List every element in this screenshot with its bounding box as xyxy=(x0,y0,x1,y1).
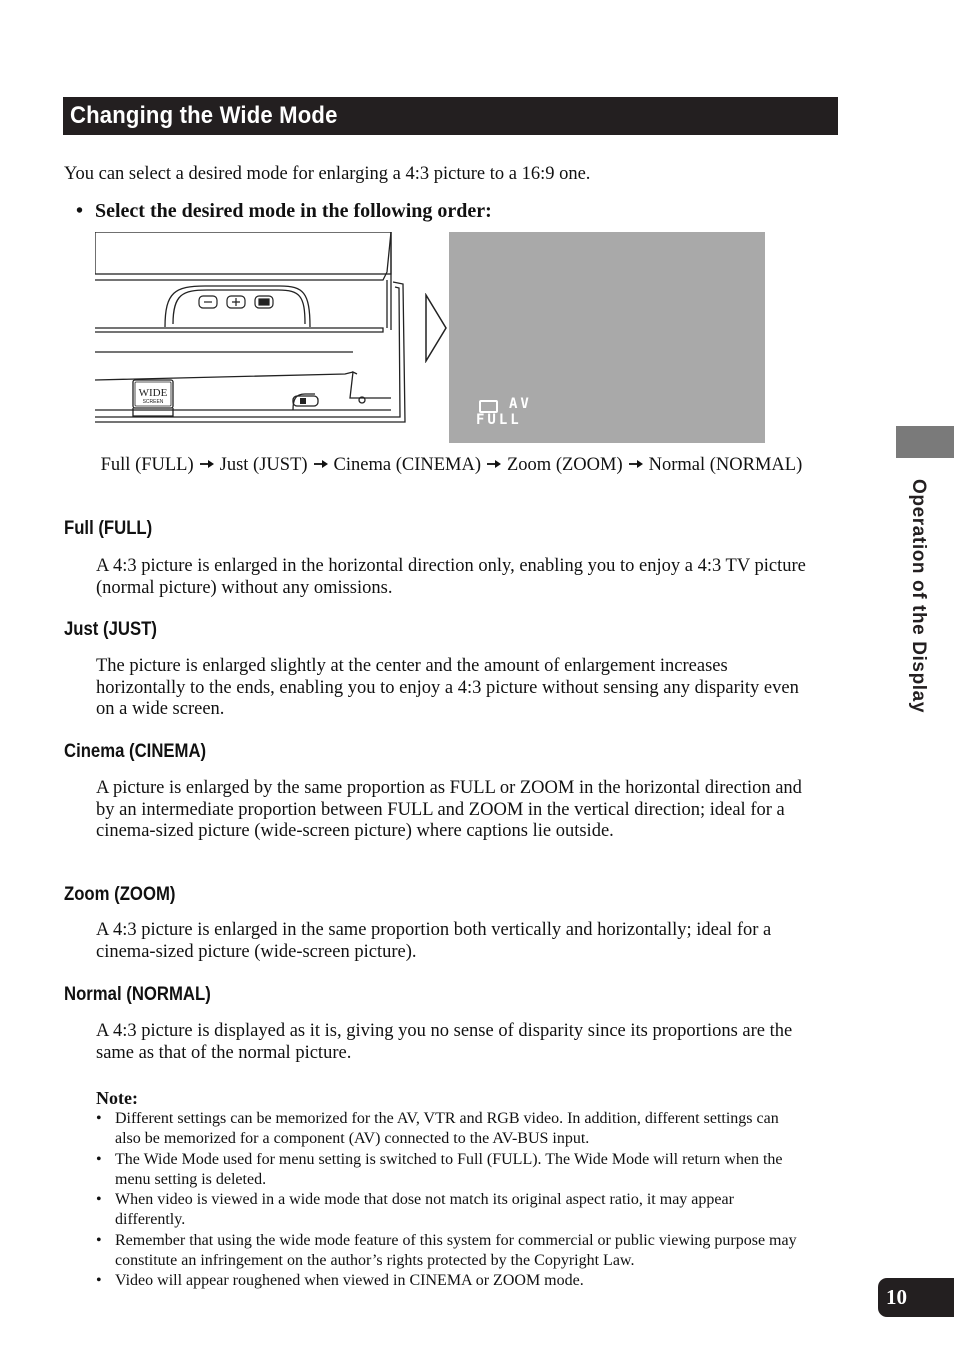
page-title: Changing the Wide Mode xyxy=(70,102,338,129)
arrow-right-icon xyxy=(487,459,501,469)
mode-order-sequence xyxy=(96,453,816,477)
screen-source-label: AV xyxy=(509,396,532,412)
device-label-line1: WIDE xyxy=(138,387,168,399)
page-number-text: 10 xyxy=(886,1285,907,1309)
arrow-right-icon xyxy=(424,293,448,363)
intro-text: You can select a desired mode for enlarging a 4:3 picture to a 16:9 one. xyxy=(64,164,591,184)
order-mode-1: Full (FULL) xyxy=(100,455,194,475)
instruction-text: Select the desired mode in the following order: xyxy=(95,200,492,222)
note-list xyxy=(96,1109,808,1292)
order-mode-2: Just (JUST) xyxy=(219,455,308,475)
heading-cinema: Cinema (CINEMA) xyxy=(64,741,207,762)
note-item: • Video will appear roughened when viewed in CINEMA or ZOOM mode. xyxy=(96,1271,808,1291)
section-title-bar xyxy=(63,97,838,135)
description-zoom: A 4:3 picture is enlarged in the same proportion both vertically and horizontally; ideal for a cinema-sized picture (wide-screen picture). xyxy=(96,920,772,962)
heading-normal: Normal (NORMAL) xyxy=(64,984,211,1005)
arrow-right-icon xyxy=(200,459,214,469)
device-illustration xyxy=(95,232,407,425)
page-number xyxy=(878,1278,954,1317)
section-side-label: Operation of the Display xyxy=(908,479,929,713)
screen-display-preview xyxy=(449,232,765,443)
order-mode-5: Normal (NORMAL) xyxy=(648,455,803,475)
heading-zoom: Zoom (ZOOM) xyxy=(64,884,176,905)
order-mode-4: Zoom (ZOOM) xyxy=(507,455,623,475)
screen-mode-label: FULL xyxy=(476,412,522,428)
note-item: • Different settings can be memorized for the AV, VTR and RGB video. In addition, different settings can also be memorized for a component (AV) connected to the AV-BUS input. xyxy=(96,1109,808,1150)
note-title: Note: xyxy=(96,1088,138,1108)
section-tab-marker xyxy=(896,426,954,458)
description-cinema: A picture is enlarged by the same proportion as FULL or ZOOM in the horizontal direction and by an intermediate proportion between FULL and ZOOM in the vertical direction; ideal for a cinema-sized picture (wide-screen picture) where captions lie outside. xyxy=(96,778,802,841)
heading-just: Just (JUST) xyxy=(64,619,157,640)
description-full: A 4:3 picture is enlarged in the horizontal direction only, enabling you to enjoy a 4:3 TV picture (normal picture) without any omissions. xyxy=(96,556,806,598)
note-item: • The Wide Mode used for menu setting is switched to Full (FULL). The Wide Mode will return when the menu setting is deleted. xyxy=(96,1150,808,1191)
heading-full: Full (FULL) xyxy=(64,518,153,539)
instruction xyxy=(76,200,492,223)
arrow-right-icon xyxy=(629,459,643,469)
note-item: • Remember that using the wide mode feature of this system for commercial or public viewing purpose may constitute an infringement on the author’s rights protected by the Copyright Law. xyxy=(96,1231,808,1272)
arrow-right-icon xyxy=(314,459,328,469)
description-normal: A 4:3 picture is displayed as it is, giving you no sense of disparity since its proportions are the same as that of the normal picture. xyxy=(96,1021,793,1063)
instruction-bullet: • xyxy=(76,200,84,222)
order-mode-3: Cinema (CINEMA) xyxy=(333,455,481,475)
description-just: The picture is enlarged slightly at the center and the amount of enlargement increases horizontally to the ends, enabling you to enjoy a 4:3 picture without sensing any disparity even on a wide screen. xyxy=(96,656,799,719)
note-item: • When video is viewed in a wide mode that dose not match its original aspect ratio, it may appear differently. xyxy=(96,1190,808,1231)
device-label-line2: SCREEN xyxy=(142,399,164,405)
